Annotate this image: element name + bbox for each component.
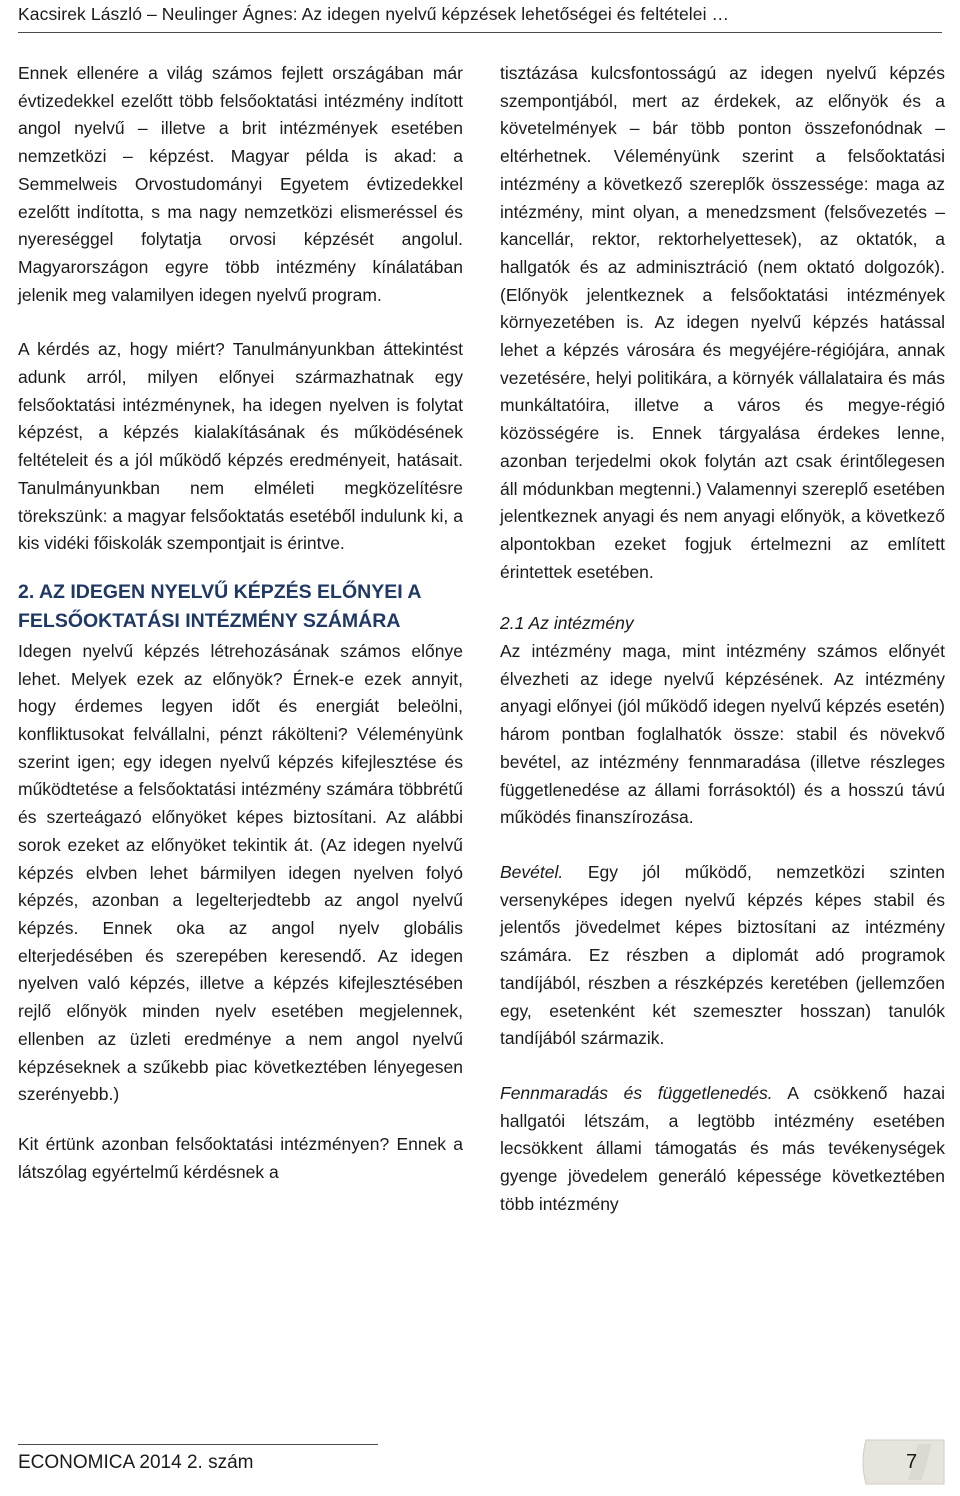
page-number-badge-icon [858, 1436, 948, 1488]
paragraph [500, 1080, 945, 1219]
left-column [18, 60, 463, 1186]
page-number: 7 [906, 1451, 918, 1473]
right-column [500, 60, 945, 1218]
paragraph: Idegen nyelvű képzés létrehozásának számos előnye lehet. Melyek ezek az előnyök? Érnek-e ezek annyit, hogy érdemes legyen időt és energiát beleölni, konfliktusokat felvállalni, pénzt rákölteni? Véleményünk szerint igen; egy idegen nyelvű képzés kifejlesztése és működtetése a felsőoktatási intézmény számára többrétű és szerteágazó előnyöket képes biztosítani. Az alábbi sorok ezeket az előnyöket tekintik át. (Az idegen nyelvű képzés elvben lehet bármilyen idegen nyelven folyó képzés, azonban a legelterjedtebb az angol nyelvű képzés. Ennek oka az angol nyelv globális elterjedésében és szerepében keresendő. Az idegen nyelven való képzés, illetve a képzés kifejlesztésében rejlő előnyök minden nyelv esetében megjelennek, ellenben az üzleti eredménye a nem angol nyelvű képzéseknek a szűkebb piac következtében lényegesen szerényebb.) [18, 640, 463, 1105]
paragraph: Kit értünk azonban felsőoktatási intézményen? Ennek a látszólag egyértelmű kérdésnek a [18, 1133, 463, 1182]
run-in-heading: Bevétel. [500, 861, 564, 882]
running-header: Kacsirek László – Neulinger Ágnes: Az idegen nyelvű képzések lehetőségei és feltételei … [18, 4, 942, 33]
footer-rule [18, 1444, 378, 1445]
paragraph: A kérdés az, hogy miért? Tanulmányunkban áttekintést adunk arról, milyen előnyei származhatnak egy felsőoktatási intézménynek, ha idegen nyelven is folytat képzést, a képzés kialakításának és működésének feltételeit és a jól működő képzés eredményeit, hatásait. Tanulmányunkban nem elméleti megközelítésre törekszünk: a magyar felsőoktatás esetéből indulunk ki, a kis vidéki főiskolák szempontjait is érintve. [18, 339, 463, 554]
run-in-heading: Fennmaradás és függetlenedés. [500, 1082, 773, 1103]
paragraph: Az intézmény maga, mint intézmény számos előnyét élvezheti az idege nyelvű képzésének. Az intézmény anyagi előnyei (jól működő idegen nyelvű képzés esetén) három pontban foglalhatók össze: stabil és növekvő bevétel, az intézmény fennmaradása (illetve részleges függetlenedése az állami forrásoktól) és a hosszú távú működés finanszírozása. [500, 641, 945, 828]
section-heading: 2. AZ IDEGEN NYELVŰ KÉPZÉS ELŐNYEI A FELSŐOKTATÁSI INTÉZMÉNY SZÁMÁRA [18, 580, 421, 632]
paragraph: Ennek ellenére a világ számos fejlett országában már évtizedekkel ezelőtt több felsőoktatási intézmény indított angol nyelvű – illetve a brit intézmények esetében nemzetközi – képzést. Magyar példa is akad: a Semmelweis Orvostudományi Egyetem évtizedekkel ezelőtt indította, s ma nagy nemzetközi elismeréssel és nyereséggel folytatja orvosi képzését angolul. Magyarországon egyre több intézmény kínálatában jelenik meg valamilyen idegen nyelvű program. [18, 63, 463, 305]
paragraph-text: Egy jól működő, nemzetközi szinten versenyképes idegen nyelvű képzés képes stabil és jelentős jövedelmet képes biztosítani az intézmény számára. Ez részben a diplomát adó programok tandíjából, részben a részképzés keretében (jellemzően egy, esetenként két szemeszter hosszan) tanulók tandíjából származik. [500, 861, 945, 1049]
subsection-heading: 2.1 Az intézmény [500, 613, 634, 634]
paragraph [500, 859, 945, 1053]
paragraph: tisztázása kulcsfontosságú az idegen nyelvű képzés szempontjából, mert az érdekek, az előnyök és a követelmények – bár több ponton összefonódnak – eltérhetnek. Véleményünk szerint a felsőoktatási intézmény a következő szereplők összessége: maga az intézmény, mint olyan, a menedzsment (felsővezetés – kancellár, rektor, rektorhelyettesek), az oktatók, a hallgatók és az adminisztráció (nem oktató dolgozók). (Előnyök jelentkeznek a felsőoktatási intézmények környezetében is. Az idegen nyelvű képzés hatással lehet a képzés városára és megyéjére-régiójára, annak vezetésére, helyi politikára, a környék vállalataira és más munkáltatóira, illetve a város és megye-régió közösségére is. Ennek tárgyalása érdekes lenne, azonban terjedelmi okok folytán azt csak érintőlegesen áll módunkban megtenni.) Valamennyi szereplő esetében jelentkeznek anyagi és nem anyagi előnyök, a következő alpontokban ezeket fogjuk értelmezni az említett érintettek esetében. [500, 63, 945, 582]
paragraph-text: A csökkenő hazai hallgatói létszám, a legtöbb intézmény esetében lecsökkent állami támogatás és más tevékenységek gyenge jövedelem generáló képessége következtében több intézmény [500, 1082, 945, 1214]
journal-name: ECONOMICA 2014 2. szám [18, 1452, 254, 1473]
